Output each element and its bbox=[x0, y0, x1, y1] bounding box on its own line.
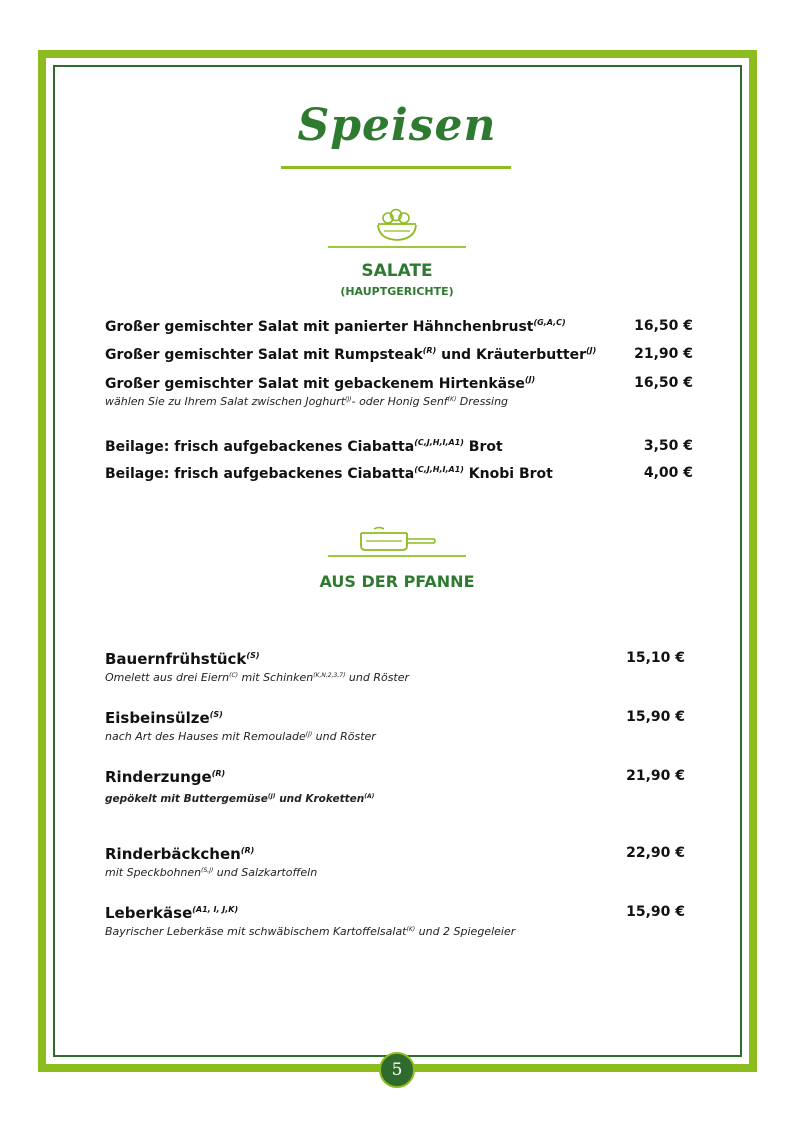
desc-text: und 2 Spiegeleier bbox=[415, 925, 516, 938]
allergen-codes: (A) bbox=[364, 793, 375, 800]
allergen-codes: (J) bbox=[345, 396, 352, 403]
item-name: Großer gemischter Salat mit Rumpsteak bbox=[105, 347, 423, 363]
item-price: 22,90 € bbox=[626, 845, 685, 861]
item-description bbox=[105, 925, 693, 938]
desc-text: wählen Sie zu Ihrem Salat zwischen Joghurt bbox=[105, 395, 346, 408]
section-subheading-salate: (HAUPTGERICHTE) bbox=[340, 285, 454, 298]
item-name-cont: und Kräuterbutter bbox=[436, 347, 586, 363]
section-heading-salate: SALATE bbox=[361, 261, 433, 281]
salate-divider bbox=[328, 246, 466, 248]
allergen-codes: (J) bbox=[585, 346, 597, 355]
allergen-codes: (J) bbox=[524, 375, 536, 384]
menu-item bbox=[105, 465, 693, 482]
menu-item bbox=[105, 768, 693, 805]
page-title: Speisen bbox=[297, 100, 497, 151]
desc-text: gepökelt mit Buttergemüse bbox=[105, 793, 268, 805]
page-number-badge: 5 bbox=[379, 1052, 415, 1088]
item-name: Beilage: frisch aufgebackenes Ciabatta bbox=[105, 439, 415, 455]
item-name: Eisbeinsülze bbox=[105, 709, 210, 727]
item-name: Rinderbäckchen bbox=[105, 845, 241, 863]
allergen-codes: (R) bbox=[422, 346, 437, 355]
desc-text: und Röster bbox=[345, 671, 410, 684]
allergen-codes: (S) bbox=[209, 710, 223, 719]
item-price: 21,90 € bbox=[634, 346, 693, 362]
desc-text: Dressing bbox=[456, 395, 509, 408]
item-name: Großer gemischter Salat mit panierter Hähnchenbrust bbox=[105, 319, 534, 335]
menu-item bbox=[105, 375, 693, 408]
item-name: Bauernfrühstück bbox=[105, 650, 247, 668]
item-description bbox=[105, 866, 693, 879]
item-price: 15,10 € bbox=[626, 650, 685, 666]
item-price: 21,90 € bbox=[626, 768, 685, 784]
item-price: 3,50 € bbox=[643, 438, 693, 454]
allergen-codes: (J) bbox=[305, 731, 313, 738]
desc-text: und Kroketten bbox=[275, 793, 365, 805]
allergen-codes: (C,J,H,I,A1) bbox=[414, 438, 464, 447]
salad-bowl-icon bbox=[374, 207, 420, 243]
item-price: 15,90 € bbox=[626, 904, 685, 920]
item-description bbox=[105, 793, 693, 805]
menu-item bbox=[105, 904, 693, 938]
allergen-codes: (J) bbox=[267, 793, 276, 800]
allergen-codes: (C,J,H,I,A1) bbox=[414, 465, 464, 474]
desc-text: und Röster bbox=[312, 730, 376, 743]
item-description bbox=[105, 395, 693, 408]
allergen-codes: (R) bbox=[240, 846, 255, 855]
menu-item bbox=[105, 650, 693, 684]
allergen-codes: (S) bbox=[246, 651, 260, 660]
allergen-codes: (K) bbox=[406, 926, 416, 933]
item-price: 15,90 € bbox=[626, 709, 685, 725]
desc-text: mit Speckbohnen bbox=[105, 866, 202, 879]
desc-text: mit Schinken bbox=[238, 671, 314, 684]
item-name: Leberkäse bbox=[105, 904, 193, 922]
item-price: 4,00 € bbox=[643, 465, 693, 481]
item-name: Rinderzunge bbox=[105, 768, 212, 786]
item-name-cont: Knobi Brot bbox=[463, 466, 553, 482]
allergen-codes: (G,A,C) bbox=[533, 318, 566, 327]
menu-item bbox=[105, 709, 693, 743]
allergen-codes: (K) bbox=[447, 396, 457, 403]
menu-item bbox=[105, 438, 693, 455]
desc-text: - oder Honig Senf bbox=[351, 395, 448, 408]
allergen-codes: (S,J) bbox=[201, 867, 214, 874]
menu-item bbox=[105, 318, 693, 335]
desc-text: Bayrischer Leberkäse mit schwäbischem Kartoffelsalat bbox=[105, 925, 407, 938]
title-underline bbox=[281, 166, 511, 169]
desc-text: und Salzkartoffeln bbox=[213, 866, 318, 879]
pfanne-divider bbox=[328, 555, 466, 557]
item-name: Großer gemischter Salat mit gebackenem Hirtenkäse bbox=[105, 376, 525, 392]
desc-text: Omelett aus drei Eiern bbox=[105, 671, 230, 684]
item-price: 16,50 € bbox=[634, 375, 693, 391]
section-heading-pfanne: AUS DER PFANNE bbox=[319, 572, 475, 591]
allergen-codes: (A1, I, J,K) bbox=[192, 905, 239, 914]
item-price: 16,50 € bbox=[634, 318, 693, 334]
desc-text: nach Art des Hauses mit Remoulade bbox=[105, 730, 306, 743]
allergen-codes: (K,N,2,3,7) bbox=[313, 672, 346, 679]
item-name: Beilage: frisch aufgebackenes Ciabatta bbox=[105, 466, 415, 482]
allergen-codes: (C) bbox=[229, 672, 238, 679]
menu-item bbox=[105, 845, 693, 879]
menu-item bbox=[105, 346, 693, 363]
frying-pan-icon bbox=[357, 526, 437, 552]
item-description bbox=[105, 671, 693, 684]
item-description bbox=[105, 730, 693, 743]
allergen-codes: (R) bbox=[211, 769, 226, 778]
item-name-cont: Brot bbox=[463, 439, 503, 455]
